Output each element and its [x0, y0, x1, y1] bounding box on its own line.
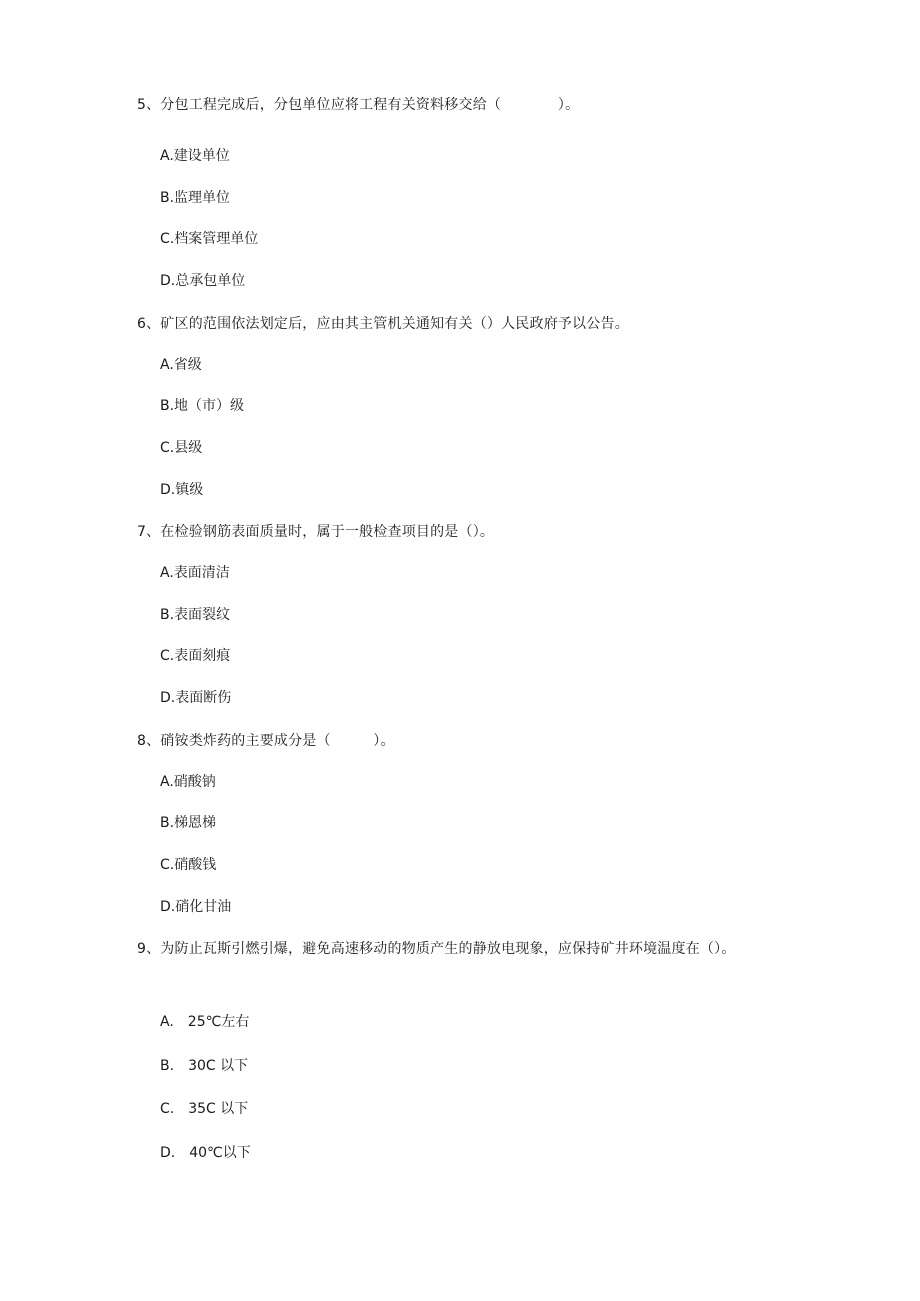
question-5-stem: 5、分包工程完成后，分包单位应将工程有关资料移交给（ ）。 [137, 97, 580, 113]
question-9-option-a [160, 1012, 249, 1032]
question-5-option-a: A.建设单位 [160, 148, 230, 164]
question-6-stem: 6、矿区的范围依法划定后，应由其主管机关通知有关（）人民政府予以公告。 [137, 316, 629, 332]
option-letter: D. [160, 1145, 176, 1161]
question-8-stem: 8、硝铵类炸药的主要成分是（ ）。 [137, 733, 395, 749]
question-6-option-a: A.省级 [160, 357, 202, 373]
question-9-option-d [160, 1143, 251, 1163]
question-5-option-c: C.档案管理单位 [160, 231, 259, 247]
option-text: 40℃以下 [189, 1145, 251, 1161]
question-7-option-a: A.表面清洁 [160, 565, 230, 581]
option-text: 25℃左右 [187, 1014, 250, 1030]
option-letter: A. [160, 1014, 174, 1030]
question-7-stem: 7、在检验钢筋表面质量时，属于一般检查项目的是（）。 [137, 524, 495, 540]
question-6-option-c: C.县级 [160, 440, 203, 456]
option-letter: C. [160, 1101, 175, 1117]
question-7-option-b: B.表面裂纹 [160, 607, 231, 623]
question-9-option-c [160, 1099, 248, 1119]
question-5-option-b: B.监理单位 [160, 190, 231, 206]
question-7-option-d: D.表面断伤 [160, 690, 232, 706]
option-text: 30C 以下 [188, 1058, 249, 1074]
question-8-option-b: B.梯恩梯 [160, 815, 217, 831]
option-letter: B. [160, 1058, 175, 1074]
option-text: 35C 以下 [188, 1101, 249, 1117]
question-6-option-d: D.镇级 [160, 482, 204, 498]
question-8-option-a: A.硝酸钠 [160, 774, 216, 790]
question-8-option-c: C.硝酸钱 [160, 857, 217, 873]
question-9-option-b [160, 1056, 248, 1076]
question-9-stem: 9、为防止瓦斯引燃引爆，避免高速移动的物质产生的静放电现象，应保持矿井环境温度在（）。 [137, 941, 736, 957]
question-5-option-d: D.总承包单位 [160, 273, 246, 289]
question-7-option-c: C.表面刻痕 [160, 648, 231, 664]
question-6-option-b: B.地（市）级 [160, 398, 245, 414]
question-8-option-d: D.硝化甘油 [160, 899, 232, 915]
